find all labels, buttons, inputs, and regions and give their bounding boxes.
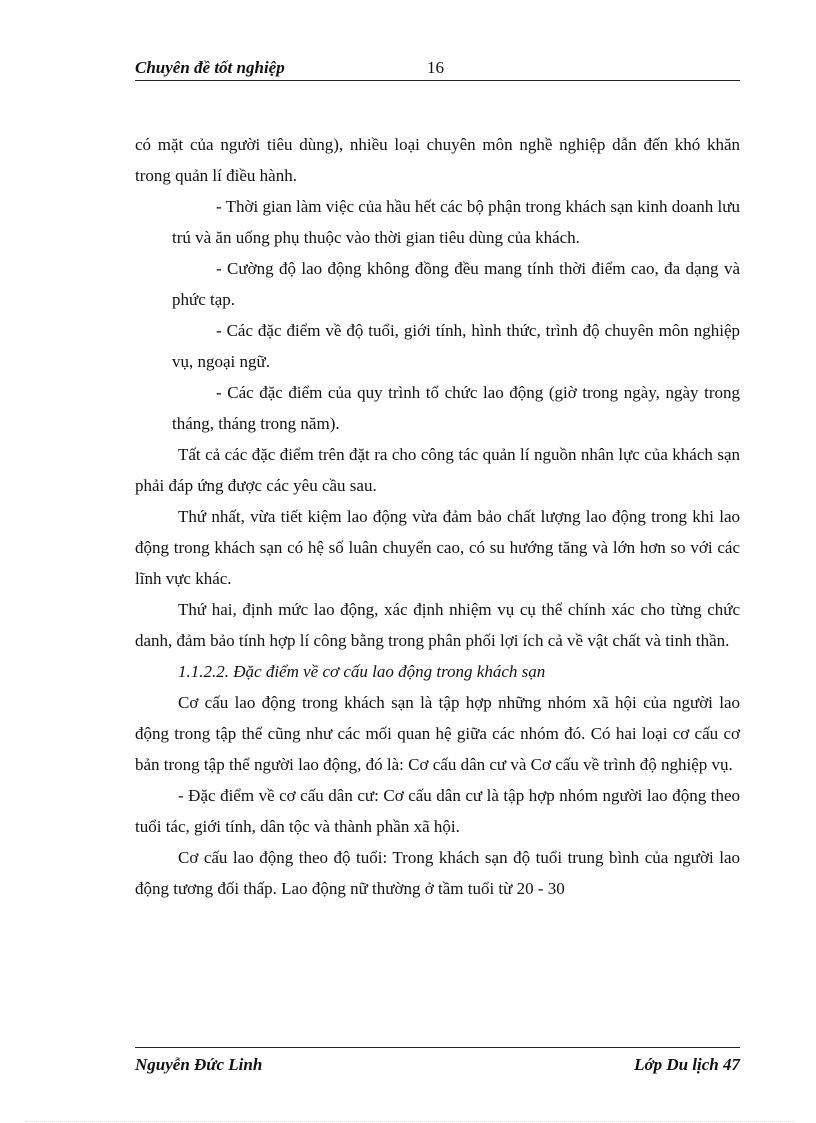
paragraph: Thứ hai, định mức lao động, xác định nhiệm vụ cụ thể chính xác cho từng chức danh, đảm bảo tính hợp lí công bằng trong phân phối lợi ích cả về vật chất và tinh thần. [135,600,740,650]
footer-class: Lớp Du lịch 47 [634,1055,740,1074]
header-title: Chuyên đề tốt nghiệp [135,58,285,77]
paragraph: Cơ cấu lao động trong khách sạn là tập hợp những nhóm xã hội của người lao động trong tập thể cũng như các mối quan hệ giữa các nhóm đó. Có hai loại cơ cấu cơ bản trong tập thể người lao động, đó là: Cơ cấu dân cư và Cơ cấu về trình độ nghiệp vụ. [135,693,740,774]
bullet-item: - Các đặc điểm về độ tuổi, giới tính, hình thức, trình độ chuyên môn nghiệp vụ, ngoại ngữ. [172,321,740,371]
paragraph: có mặt của người tiêu dùng), nhiều loại chuyên môn nghề nghiệp dẫn đến khó khăn trong quản lí điều hành. [135,135,740,185]
page-footer [135,1047,740,1078]
bullet-item: - Cường độ lao động không đồng đều mang tính thời điểm cao, đa dạng và phức tạp. [172,259,740,309]
paragraph: Cơ cấu lao động theo độ tuổi: Trong khách sạn độ tuổi trung bình của người lao động tương đối thấp. Lao động nữ thường ở tầm tuổi từ 20 - 30 [135,848,740,898]
page-bottom-divider [25,1121,795,1122]
paragraph: - Đặc điểm về cơ cấu dân cư: Cơ cấu dân cư là tập hợp nhóm người lao động theo tuổi tác, giới tính, dân tộc và thành phần xã hội. [135,786,740,836]
page-number: 16 [427,58,444,77]
page-header [135,58,740,81]
document-body [135,129,740,904]
bullet-item: - Các đặc điểm của quy trình tổ chức lao động (giờ trong ngày, ngày trong tháng, tháng trong năm). [172,383,740,433]
paragraph: Tất cả các đặc điểm trên đặt ra cho công tác quản lí nguồn nhân lực của khách sạn phải đáp ứng được các yêu cầu sau. [135,445,740,495]
footer-author: Nguyễn Đức Linh [135,1055,263,1074]
bullet-item: - Thời gian làm việc của hầu hết các bộ phận trong khách sạn kinh doanh lưu trú và ăn uống phụ thuộc vào thời gian tiêu dùng của khách. [172,197,740,247]
paragraph: Thứ nhất, vừa tiết kiệm lao động vừa đảm bảo chất lượng lao động trong khi lao động trong khách sạn có hệ số luân chuyển cao, có su hướng tăng và lớn hơn so với các lĩnh vực khác. [135,507,740,588]
section-heading: 1.1.2.2. Đặc điểm về cơ cấu lao động trong khách sạn [178,662,546,681]
